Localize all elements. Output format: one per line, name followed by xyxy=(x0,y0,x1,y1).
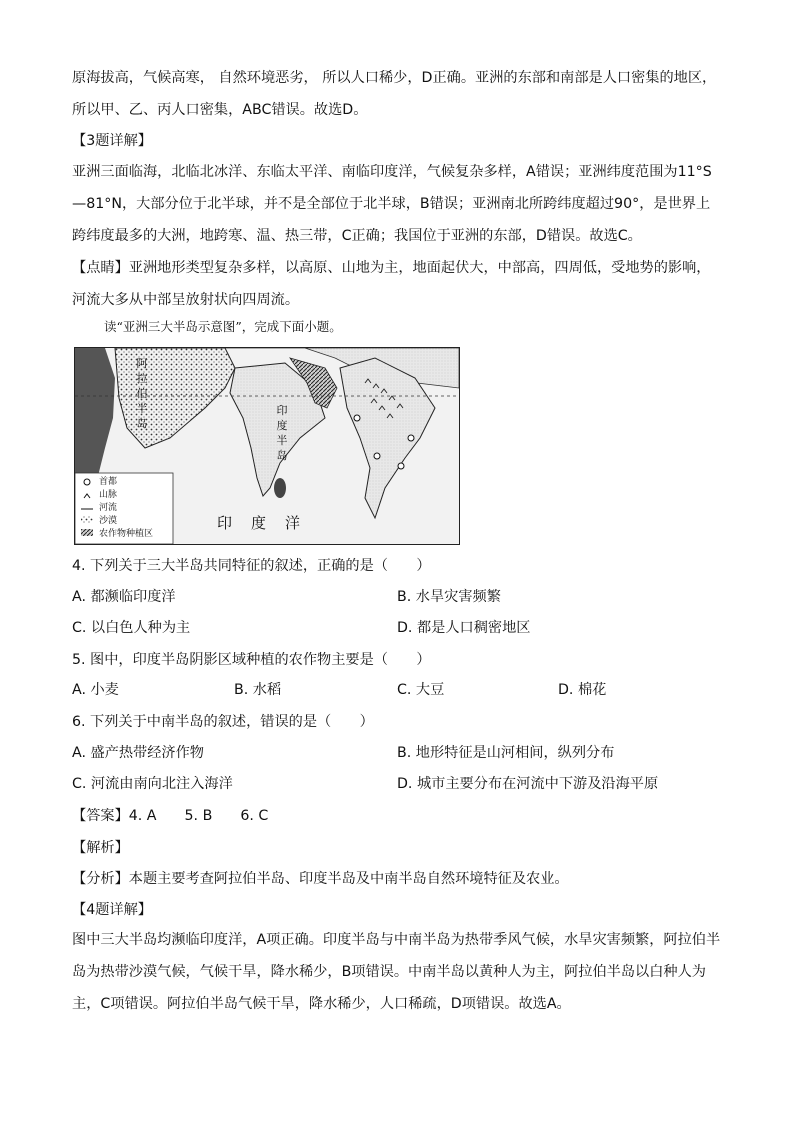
map-caption: 读“亚洲三大半岛示意图”，完成下面小题。 xyxy=(104,319,342,334)
question-6-stem: 6. 下列关于中南半岛的叙述，错误的是（ ） xyxy=(72,714,374,730)
question-5-stem: 5. 图中，印度半岛阴影区域种植的农作物主要是（ ） xyxy=(72,652,431,668)
q5-option-c: C. 大豆 xyxy=(397,682,445,698)
answer-label: 【答案】 xyxy=(72,808,129,824)
analysis-heading: 【解析】 xyxy=(72,840,129,856)
heading-q3-detail: 【3题详解】 xyxy=(72,133,152,149)
paragraph-q2-end: 原海拔高，气候高寒， 自然环境恶劣， 所以人口稀少，D正确。亚洲的东部和南部是人口密集的地区，所以甲、乙、丙人口密集，ABC错误。故选D。 xyxy=(72,70,717,118)
q5-option-d: D. 棉花 xyxy=(558,682,607,698)
label-indian-ocean: 印 度 洋 xyxy=(217,514,303,532)
q4-option-c: C. 以白色人种为主 xyxy=(72,620,191,636)
heading-q4-detail: 【4题详解】 xyxy=(72,902,152,918)
q6-option-c: C. 河流由南向北注入海洋 xyxy=(72,776,233,792)
q4-option-d: D. 都是人口稠密地区 xyxy=(397,620,531,636)
q4-option-a: A. 都濒临印度洋 xyxy=(72,589,176,605)
sri-lanka xyxy=(274,478,286,498)
q5-option-b: B. 水稻 xyxy=(234,682,282,698)
paragraph-q4-detail: 图中三大半岛均濒临印度洋，A项正确。印度半岛与中南半岛为热带季风气候，水旱灾害频繁，阿拉伯半岛为热带沙漠气候，气候干旱，降水稀少，B项错误。中南半岛以黄种人为主，阿拉伯半岛以白种人为主，C项错误。阿拉伯半岛气候干旱，降水稀少，人口稀疏，D项错误。故选A。 xyxy=(72,932,721,1012)
label-india: 印 度 半 岛 xyxy=(276,404,288,462)
q4-option-b: B. 水旱灾害频繁 xyxy=(397,589,501,605)
paragraph-tip: 【点睛】亚洲地形类型复杂多样，以高原、山地为主，地面起伏大，中部高，四周低，受地势的影响，河流大多从中部呈放射状向四周流。 xyxy=(72,260,711,308)
asia-peninsulas-map xyxy=(74,347,460,545)
paragraph-q3-detail: 亚洲三面临海，北临北冰洋、东临太平洋、南临印度洋，气候复杂多样，A错误；亚洲纬度范围为11°S—81°N，大部分位于北半球，并不是全部位于北半球，B错误；亚洲南北所跨纬度超过90°，是世界上跨纬度最多的大洲，地跨寒、温、热三带，C正确；我国位于亚洲的东部，D错误。故选C。 xyxy=(72,164,712,244)
q6-option-a: A. 盛产热带经济作物 xyxy=(72,745,204,761)
answer-line: 【答案】4. A 5. B 6. C xyxy=(72,808,269,824)
q5-option-a: A. 小麦 xyxy=(72,682,119,698)
analysis-intro: 【分析】本题主要考查阿拉伯半岛、印度半岛及中南半岛自然环境特征及农业。 xyxy=(72,871,569,887)
question-4-stem: 4. 下列关于三大半岛共同特征的叙述，正确的是（ ） xyxy=(72,558,431,574)
q6-option-b: B. 地形特征是山河相间，纵列分布 xyxy=(397,745,615,761)
q6-option-d: D. 城市主要分布在河流中下游及沿海平原 xyxy=(397,776,659,792)
legend-labels: 首都 山脉 河流 沙漠 农作物种植区 xyxy=(99,477,154,539)
label-arabia: 阿 拉 伯 半 岛 xyxy=(136,357,148,430)
